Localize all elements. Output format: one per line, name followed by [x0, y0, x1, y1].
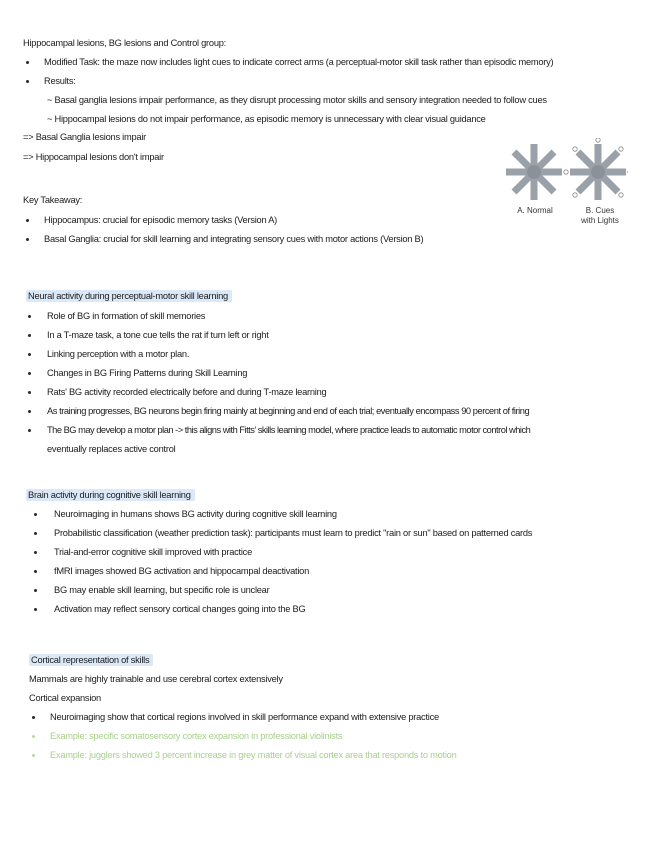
bullet [28, 315, 31, 318]
list-item: As training progresses, BG neurons begin firing mainly at beginning and end of each trial; eventually encompass 90 percent of firing [47, 406, 530, 416]
figure-caption-lights-1: B. Cues [585, 206, 615, 215]
paragraph-line: Mammals are highly trainable and use cerebral cortex extensively [29, 674, 283, 684]
bullet [28, 372, 31, 375]
bullet [28, 429, 31, 432]
list-item: Rats' BG activity recorded electrically before and during T-maze learning [47, 387, 327, 397]
bullet [34, 589, 37, 592]
list-item: Activation may reflect sensory cortical changes going into the BG [54, 604, 306, 614]
bullet [32, 754, 35, 757]
list-item: Hippocampus: crucial for episodic memory tasks (Version A) [44, 215, 277, 225]
bullet [28, 391, 31, 394]
maze-lights-icon [564, 138, 628, 200]
example-item: Example: specific somatosensory cortex expansion in professional violinists [50, 731, 343, 741]
bullet [34, 608, 37, 611]
paragraph-line: Cortical expansion [29, 693, 101, 703]
bullet [26, 80, 29, 83]
bullet [32, 735, 35, 738]
list-item: Neuroimaging show that cortical regions involved in skill performance expand with extensive practice [50, 712, 439, 722]
list-item: Changes in BG Firing Patterns during Skill Learning [47, 368, 248, 378]
list-item: Trial-and-error cognitive skill improved with practice [54, 547, 252, 557]
bullet [34, 551, 37, 554]
sub-item: ~ Hippocampal lesions do not impair performance, as episodic memory is unnecessary with clear visual guidance [47, 114, 486, 124]
bullet [32, 716, 35, 719]
bullet [26, 219, 29, 222]
example-item: Example: jugglers showed 3 percent increase in grey matter of visual cortex area that responds to motion [50, 750, 457, 760]
figure-caption-normal: A. Normal [517, 206, 553, 215]
list-item: Neuroimaging in humans shows BG activity during cognitive skill learning [54, 509, 337, 519]
bullet [28, 410, 31, 413]
list-item-continuation: eventually replaces active control [47, 444, 176, 454]
list-item: Role of BG in formation of skill memories [47, 311, 206, 321]
section-heading-key-takeaway: Key Takeaway: [23, 195, 83, 205]
list-item: Results: [44, 76, 76, 86]
list-item: Linking perception with a motor plan. [47, 349, 190, 359]
bullet [26, 61, 29, 64]
list-item: Basal Ganglia: crucial for skill learning and integrating sensory cues with motor actions (Version B) [44, 234, 424, 244]
bullet [34, 532, 37, 535]
section-heading-lesions: Hippocampal lesions, BG lesions and Control group: [23, 38, 226, 48]
section-heading-brain-activity: Brain activity during cognitive skill learning [26, 489, 195, 501]
list-item: Probabilistic classification (weather prediction task): participants must learn to predict "rain or sun" based on patterned cards [54, 528, 533, 538]
conclusion-line: => Hippocampal lesions don't impair [23, 152, 164, 162]
section-heading-cortical: Cortical representation of skills [29, 654, 153, 666]
list-item: In a T-maze task, a tone cue tells the rat if turn left or right [47, 330, 269, 340]
list-item: fMRI images showed BG activation and hippocampal deactivation [54, 566, 310, 576]
list-item: Modified Task: the maze now includes light cues to indicate correct arms (a perceptual-motor skill task rather than episodic memory) [44, 57, 554, 67]
bullet [28, 334, 31, 337]
maze-normal-icon [506, 144, 562, 200]
bullet [28, 353, 31, 356]
figure-caption-lights-2: with Lights [581, 216, 619, 225]
list-item: BG may enable skill learning, but specific role is unclear [54, 585, 270, 595]
sub-item: ~ Basal ganglia lesions impair performance, as they disrupt processing motor skills and sensory integration needed to follow cues [47, 95, 547, 105]
section-heading-neural-activity: Neural activity during perceptual-motor skill learning [26, 290, 232, 302]
bullet [26, 238, 29, 241]
bullet [34, 513, 37, 516]
bullet [34, 570, 37, 573]
list-item: The BG may develop a motor plan -> this aligns with Fitts' skills learning model, where practice leads to automatic motor control which [47, 425, 531, 435]
conclusion-line: => Basal Ganglia lesions impair [23, 132, 146, 142]
